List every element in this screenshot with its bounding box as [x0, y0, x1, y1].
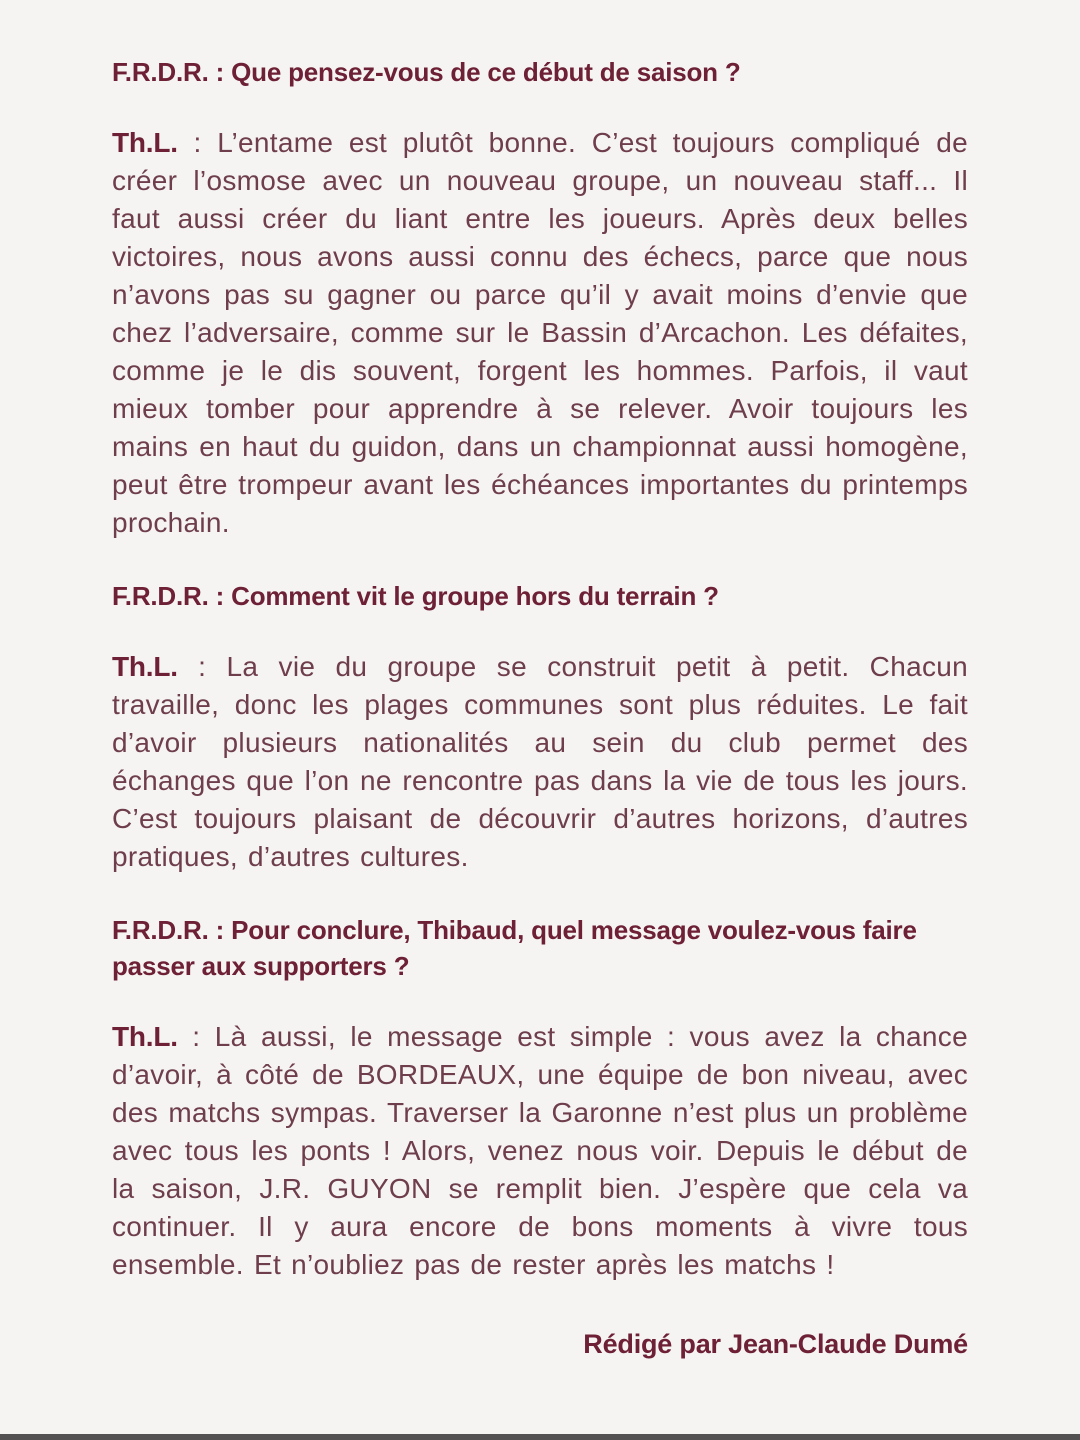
answer-paragraph-3: [112, 1018, 968, 1284]
speaker-label-2: Th.L.: [112, 651, 178, 682]
answer-paragraph-1: [112, 124, 968, 542]
question-heading-2: F.R.D.R. : Comment vit le groupe hors du terrain ?: [112, 581, 719, 611]
question-heading-3: F.R.D.R. : Pour conclure, Thibaud, quel message voulez-vous faire passer aux supporters ?: [112, 915, 917, 981]
speaker-label-1: Th.L.: [112, 127, 178, 158]
answer-text-2: : La vie du groupe se construit petit à petit. Chacun travaille, donc les plages communes sont plus réduites. Le fait d’avoir plusieurs nationalités au sein du club permet des échanges que l’on ne rencontre pas dans la vie de tous les jours. C’est toujours plaisant de découvrir d’autres horizons, d’autres pratiques, d’autres cultures.: [112, 651, 968, 872]
answer-text-1: : L’entame est plutôt bonne. C’est toujours compliqué de créer l’osmose avec un nouveau groupe, un nouveau staff... Il faut aussi créer du liant entre les joueurs. Après deux belles victoires, nous avons aussi connu des échecs, parce que nous n’avons pas su gagner ou parce qu’il y avait moins d’envie que chez l’adversaire, comme sur le Bassin d’Arcachon. Les défaites, comme je le dis souvent, forgent les hommes. Parfois, il vaut mieux tomber pour apprendre à se relever. Avoir toujours les mains en haut du guidon, dans un championnat aussi homogène, peut être trompeur avant les échéances importantes du printemps prochain.: [112, 127, 968, 538]
byline: Rédigé par Jean-Claude Dumé: [583, 1329, 968, 1359]
speaker-label-3: Th.L.: [112, 1021, 178, 1052]
answer-paragraph-2: [112, 648, 968, 876]
interview-article: [112, 54, 968, 1362]
bottom-edge-bar: [0, 1434, 1080, 1440]
answer-text-3: : Là aussi, le message est simple : vous avez la chance d’avoir, à côté de BORDEAUX, une équipe de bon niveau, avec des matchs sympas. Traverser la Garonne n’est plus un problème avec tous les ponts ! Alors, venez nous voir. Depuis le début de la saison, J.R. GUYON se remplit bien. J’espère que cela va continuer. Il y aura encore de bons moments à vivre tous ensemble. Et n’oubliez pas de rester après les matchs !: [112, 1021, 968, 1280]
question-heading-1: F.R.D.R. : Que pensez-vous de ce début de saison ?: [112, 57, 741, 87]
